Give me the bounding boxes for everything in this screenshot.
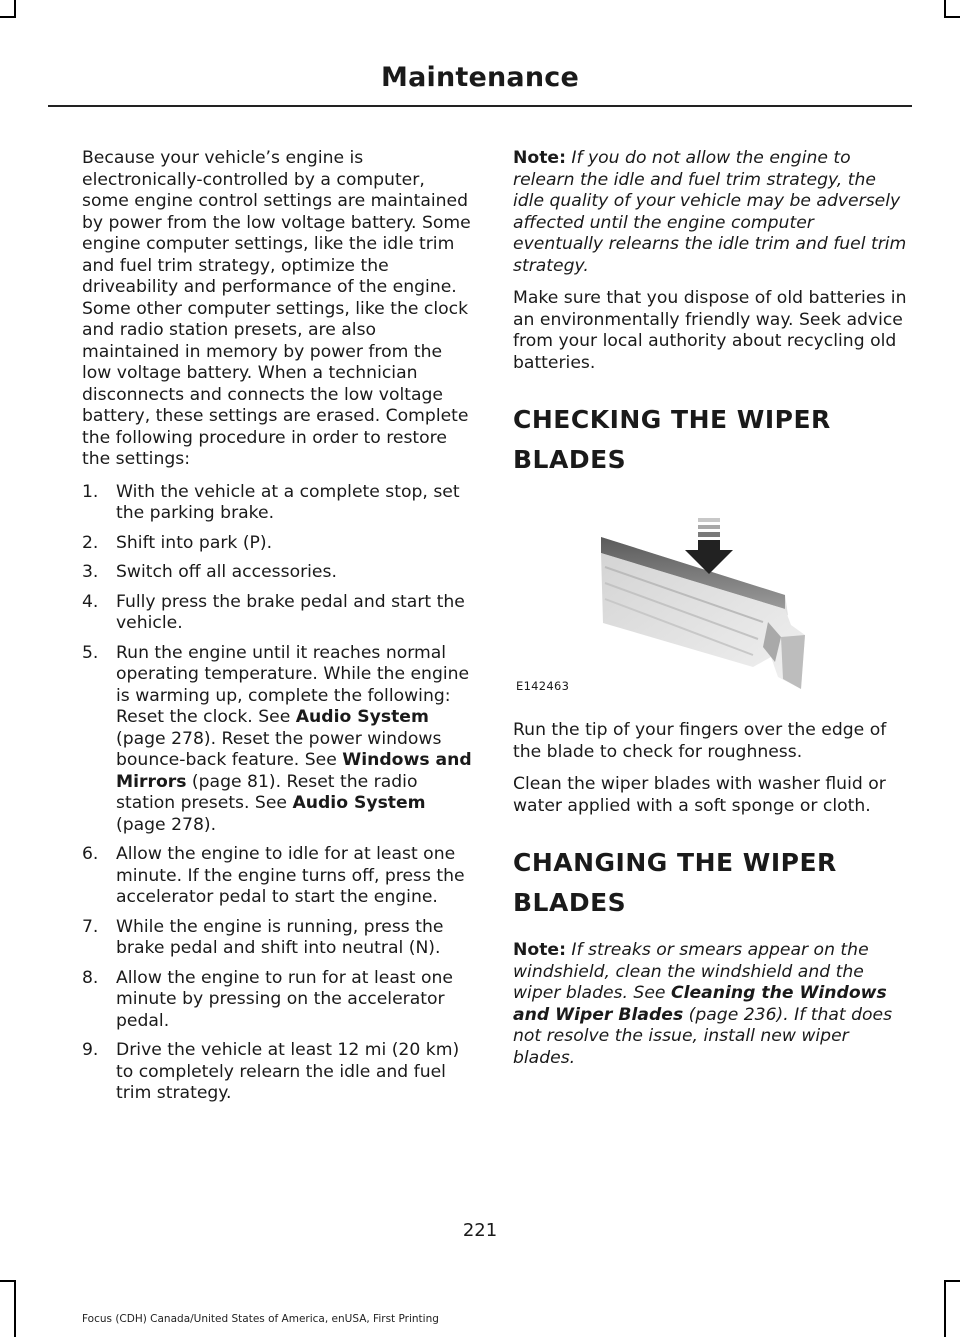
heading-line: BLADES [513,445,627,474]
step-number: 7. [82,916,99,937]
list-item [82,643,476,837]
intro-paragraph: Because your vehicle’s engine is electronically-controlled by a computer, some engine control settings are maintained by power from the low voltage battery. Some engine computer settings, like the idle trim and fuel trim strategy, optimize the driveability and performance of the engine. Some other computer settings, like the clock and radio station presets, are also maintained in memory by power from the low voltage battery. When a technician disconnects and connects the low voltage battery, these settings are erased. Complete the following procedure in order to restore the settings: [82,148,471,469]
list-item [82,562,476,584]
step-text: Allow the engine to idle for at least one minute. If the engine turns off, press the accelerator pedal to start the engine. [116,844,465,907]
cleaning-windows-link[interactable]: Cleaning the Windows and Wiper Blades [513,983,887,1025]
clean-paragraph: Clean the wiper blades with washer fluid or water applied with a soft sponge or cloth. [513,774,886,816]
list-item [82,844,476,909]
arrow-stripe [698,532,720,537]
run-tip-paragraph: Run the tip of your fingers over the edge of the blade to check for roughness. [513,720,887,762]
list-item [82,1040,476,1105]
step-number: 6. [82,844,99,864]
note-text: If streaks or smears appear on the windshield, clean the windshield and the wiper blades. See [513,940,869,1003]
step-number: 3. [82,562,99,582]
step-text: Shift into park (P). [116,532,273,553]
procedure-list [82,482,476,1105]
step-text: While the engine is running, press the brake pedal and shift into neutral (N). [116,916,444,958]
crop-mark [0,16,16,18]
step-text: Run the engine until it reaches normal operating temperature. While the engine is warming up, complete the following: Reset the clock. See [116,642,470,727]
list-item [82,533,476,555]
figure-code: E142463 [516,678,570,693]
audio-system-link[interactable]: Audio System [292,793,426,813]
step-text: With the vehicle at a complete stop, set the parking brake. [116,481,460,523]
list-item [82,968,476,1033]
note-paragraph [513,940,909,1069]
list-item [82,482,476,525]
step-number: 8. [82,967,99,988]
step-text: Allow the engine to run for at least one minute by pressing on the accelerator pedal. [116,967,453,1031]
step-text: (page 278). [116,814,217,835]
section-heading-checking [513,404,909,475]
right-column [513,148,909,1080]
section-heading-changing [513,847,909,918]
header-divider [48,105,912,107]
heading-line: CHECKING THE WIPER [513,405,831,434]
page-title: Maintenance [381,62,579,93]
note-label: Note: [513,940,566,960]
step-text: Drive the vehicle at least 12 mi (20 km) to completely relearn the idle and fuel trim strategy. [116,1040,460,1103]
step-number: 2. [82,532,99,553]
step-number: 1. [82,481,99,502]
step-text: (page 81). Reset the radio station presets. See [116,771,418,813]
crop-mark [14,1280,16,1337]
step-text: Fully press the brake pedal and start the vehicle. [116,591,465,633]
arrow-shaft [698,540,720,550]
step-number: 9. [82,1040,99,1060]
wiper-blade-figure [513,497,909,702]
crop-mark [944,16,960,18]
note-text: If you do not allow the engine to relearn the idle and fuel trim strategy, the idle quality of your vehicle may be adversely affected until the engine computer eventually relearns the idle trim and fuel trim strategy. [513,148,907,276]
crop-mark [0,1280,16,1282]
dispose-paragraph: Make sure that you dispose of old batteries in an environmentally friendly way. Seek advice from your local authority about recycling old batteries. [513,288,907,373]
step-text: Switch off all accessories. [116,562,337,582]
note-text: (page 236). If that does not resolve the issue, install new wiper blades. [513,1004,893,1068]
list-item [82,592,476,635]
step-number: 4. [82,591,99,612]
windows-and-mirrors-link[interactable]: Windows and Mirrors [116,750,472,792]
wiper-blade-illustration [513,497,909,702]
note-paragraph [513,148,909,277]
list-item [82,917,476,960]
page-number: 221 [462,1220,498,1241]
heading-line: CHANGING THE WIPER [513,848,837,877]
step-text: (page 278). Reset the power windows bounce-back feature. See [116,728,442,770]
audio-system-link[interactable]: Audio System [295,707,429,727]
crop-mark [944,1280,960,1282]
note-label: Note: [513,148,566,168]
arrow-stripe [698,525,720,529]
left-column [82,148,476,1113]
step-number: 5. [82,642,99,663]
heading-line: BLADES [513,888,627,917]
arrow-stripe [698,518,720,522]
crop-mark [944,1280,946,1337]
footer-text: Focus (CDH) Canada/United States of America, enUSA, First Printing [82,1313,439,1325]
